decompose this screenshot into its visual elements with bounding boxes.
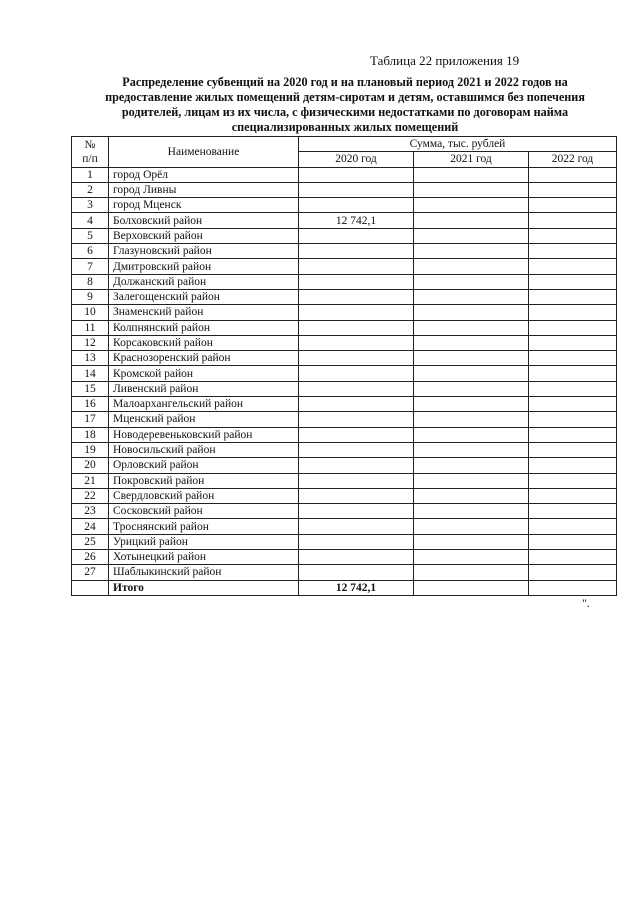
row-number: 25 xyxy=(72,534,109,549)
header-number-sign: № xyxy=(84,138,96,151)
header-sum: Сумма, тыс. рублей xyxy=(299,137,617,152)
row-number: 21 xyxy=(72,473,109,488)
table-row xyxy=(72,274,617,289)
row-name: Шаблыкинский район xyxy=(109,565,299,580)
row-value-2022 xyxy=(529,213,617,228)
row-value-2022 xyxy=(529,504,617,519)
row-value-2020 xyxy=(299,305,414,320)
row-value-2020 xyxy=(299,289,414,304)
row-value-2022 xyxy=(529,458,617,473)
row-name: Колпнянский район xyxy=(109,320,299,335)
row-value-2021 xyxy=(414,458,529,473)
row-value-2022 xyxy=(529,274,617,289)
row-number: 24 xyxy=(72,519,109,534)
row-value-2022 xyxy=(529,351,617,366)
table-row xyxy=(72,519,617,534)
row-number: 15 xyxy=(72,381,109,396)
row-value-2022 xyxy=(529,397,617,412)
total-label: Итого xyxy=(109,580,299,595)
table-row xyxy=(72,213,617,228)
row-name: Мценский район xyxy=(109,412,299,427)
row-value-2020 xyxy=(299,519,414,534)
row-number: 4 xyxy=(72,213,109,228)
row-value-2020 xyxy=(299,550,414,565)
row-value-2022 xyxy=(529,259,617,274)
total-row xyxy=(72,580,617,595)
row-value-2021 xyxy=(414,305,529,320)
table-body xyxy=(72,167,617,580)
header-number xyxy=(72,137,109,168)
row-value-2022 xyxy=(529,244,617,259)
row-value-2021 xyxy=(414,427,529,442)
total-2020: 12 742,1 xyxy=(299,580,414,595)
row-value-2022 xyxy=(529,335,617,350)
row-value-2021 xyxy=(414,504,529,519)
row-value-2021 xyxy=(414,198,529,213)
row-value-2021 xyxy=(414,244,529,259)
row-value-2020 xyxy=(299,458,414,473)
table-row xyxy=(72,473,617,488)
total-2021 xyxy=(414,580,529,595)
table-row xyxy=(72,565,617,580)
row-value-2021 xyxy=(414,259,529,274)
row-value-2020 xyxy=(299,427,414,442)
table-row xyxy=(72,550,617,565)
row-value-2022 xyxy=(529,550,617,565)
header-year-2020: 2020 год xyxy=(299,152,414,167)
row-name: Хотынецкий район xyxy=(109,550,299,565)
table-row xyxy=(72,397,617,412)
row-value-2021 xyxy=(414,274,529,289)
row-number: 3 xyxy=(72,198,109,213)
row-value-2022 xyxy=(529,305,617,320)
row-value-2022 xyxy=(529,565,617,580)
row-value-2021 xyxy=(414,442,529,457)
row-value-2021 xyxy=(414,412,529,427)
row-value-2020 xyxy=(299,381,414,396)
row-value-2020 xyxy=(299,198,414,213)
row-number: 18 xyxy=(72,427,109,442)
row-number: 13 xyxy=(72,351,109,366)
row-value-2021 xyxy=(414,550,529,565)
row-value-2020 xyxy=(299,366,414,381)
row-value-2020 xyxy=(299,442,414,457)
row-value-2021 xyxy=(414,289,529,304)
row-value-2022 xyxy=(529,228,617,243)
table-row xyxy=(72,442,617,457)
row-name: Малоархангельский район xyxy=(109,397,299,412)
row-value-2022 xyxy=(529,412,617,427)
row-value-2020 xyxy=(299,244,414,259)
row-number: 11 xyxy=(72,320,109,335)
header-row xyxy=(72,137,617,152)
row-number: 17 xyxy=(72,412,109,427)
row-number: 12 xyxy=(72,335,109,350)
row-number: 2 xyxy=(72,182,109,197)
row-value-2022 xyxy=(529,320,617,335)
row-name: Должанский район xyxy=(109,274,299,289)
row-value-2020 xyxy=(299,565,414,580)
row-value-2020 xyxy=(299,167,414,182)
row-name: Знаменский район xyxy=(109,305,299,320)
row-name: Новосильский район xyxy=(109,442,299,457)
header-name: Наименование xyxy=(109,137,299,168)
table-row xyxy=(72,351,617,366)
row-name: город Орёл xyxy=(109,167,299,182)
row-name: Урицкий район xyxy=(109,534,299,549)
row-value-2022 xyxy=(529,488,617,503)
table-row xyxy=(72,504,617,519)
row-value-2020 xyxy=(299,228,414,243)
row-number: 16 xyxy=(72,397,109,412)
title-line: предоставление жилых помещений детям-сиротам и детям, оставшимся без попечения xyxy=(105,90,585,104)
row-number: 1 xyxy=(72,167,109,182)
row-value-2021 xyxy=(414,473,529,488)
row-value-2020 xyxy=(299,397,414,412)
table-row xyxy=(72,289,617,304)
row-name: Новодеревеньковский район xyxy=(109,427,299,442)
row-value-2021 xyxy=(414,213,529,228)
row-name: Залегощенский район xyxy=(109,289,299,304)
row-value-2021 xyxy=(414,351,529,366)
row-number: 8 xyxy=(72,274,109,289)
header-year-2021: 2021 год xyxy=(414,152,529,167)
header-number-abbr: п/п xyxy=(82,152,98,165)
row-value-2020: 12 742,1 xyxy=(299,213,414,228)
row-number: 23 xyxy=(72,504,109,519)
title-line: Распределение субвенций на 2020 год и на плановый период 2021 и 2022 годов на xyxy=(122,75,568,89)
row-name: Троснянский район xyxy=(109,519,299,534)
table-row xyxy=(72,427,617,442)
row-name: Дмитровский район xyxy=(109,259,299,274)
row-value-2022 xyxy=(529,427,617,442)
row-number: 14 xyxy=(72,366,109,381)
row-value-2020 xyxy=(299,182,414,197)
subvention-table xyxy=(71,136,617,596)
total-2022 xyxy=(529,580,617,595)
table-row xyxy=(72,198,617,213)
table-row xyxy=(72,259,617,274)
row-value-2022 xyxy=(529,198,617,213)
row-number: 5 xyxy=(72,228,109,243)
total-number xyxy=(72,580,109,595)
row-value-2020 xyxy=(299,351,414,366)
row-value-2022 xyxy=(529,473,617,488)
row-value-2020 xyxy=(299,534,414,549)
table-row xyxy=(72,305,617,320)
row-value-2022 xyxy=(529,289,617,304)
row-value-2020 xyxy=(299,274,414,289)
document-title xyxy=(80,75,610,135)
table-caption: Таблица 22 приложения 19 xyxy=(370,53,520,68)
table-row xyxy=(72,167,617,182)
row-number: 6 xyxy=(72,244,109,259)
row-value-2021 xyxy=(414,320,529,335)
row-value-2020 xyxy=(299,259,414,274)
row-name: город Мценск xyxy=(109,198,299,213)
table-row xyxy=(72,488,617,503)
row-number: 27 xyxy=(72,565,109,580)
row-name: Глазуновский район xyxy=(109,244,299,259)
table-row xyxy=(72,182,617,197)
table-row xyxy=(72,412,617,427)
title-line: специализированных жилых помещений xyxy=(231,120,459,134)
row-number: 20 xyxy=(72,458,109,473)
row-name: Болховский район xyxy=(109,213,299,228)
row-value-2021 xyxy=(414,534,529,549)
table-row xyxy=(72,228,617,243)
row-name: Верховский район xyxy=(109,228,299,243)
row-number: 26 xyxy=(72,550,109,565)
row-value-2021 xyxy=(414,167,529,182)
row-value-2021 xyxy=(414,565,529,580)
table-row xyxy=(72,381,617,396)
row-name: Корсаковский район xyxy=(109,335,299,350)
closing-quote-mark: ". xyxy=(582,596,590,610)
table-row xyxy=(72,335,617,350)
row-value-2021 xyxy=(414,381,529,396)
row-number: 10 xyxy=(72,305,109,320)
row-value-2020 xyxy=(299,504,414,519)
row-number: 9 xyxy=(72,289,109,304)
row-value-2022 xyxy=(529,182,617,197)
row-value-2020 xyxy=(299,473,414,488)
row-name: Сосковский район xyxy=(109,504,299,519)
header-year-2022: 2022 год xyxy=(529,152,617,167)
row-value-2022 xyxy=(529,519,617,534)
table-row xyxy=(72,320,617,335)
table-row xyxy=(72,366,617,381)
row-value-2020 xyxy=(299,335,414,350)
row-name: Орловский район xyxy=(109,458,299,473)
row-name: город Ливны xyxy=(109,182,299,197)
row-value-2020 xyxy=(299,412,414,427)
row-value-2021 xyxy=(414,519,529,534)
table-row xyxy=(72,458,617,473)
row-value-2020 xyxy=(299,488,414,503)
row-value-2021 xyxy=(414,366,529,381)
row-value-2021 xyxy=(414,182,529,197)
row-number: 22 xyxy=(72,488,109,503)
row-value-2020 xyxy=(299,320,414,335)
row-value-2021 xyxy=(414,228,529,243)
row-name: Краснозоренский район xyxy=(109,351,299,366)
row-value-2021 xyxy=(414,397,529,412)
row-value-2021 xyxy=(414,335,529,350)
row-number: 7 xyxy=(72,259,109,274)
table-row xyxy=(72,534,617,549)
row-name: Покровский район xyxy=(109,473,299,488)
row-number: 19 xyxy=(72,442,109,457)
row-value-2022 xyxy=(529,381,617,396)
row-value-2022 xyxy=(529,167,617,182)
title-line: родителей, лицам из их числа, с физическими недостатками по договорам найма xyxy=(121,105,569,119)
row-value-2021 xyxy=(414,488,529,503)
row-name: Кромской район xyxy=(109,366,299,381)
row-name: Ливенский район xyxy=(109,381,299,396)
row-value-2022 xyxy=(529,534,617,549)
row-value-2022 xyxy=(529,366,617,381)
row-value-2022 xyxy=(529,442,617,457)
table-row xyxy=(72,244,617,259)
row-name: Свердловский район xyxy=(109,488,299,503)
